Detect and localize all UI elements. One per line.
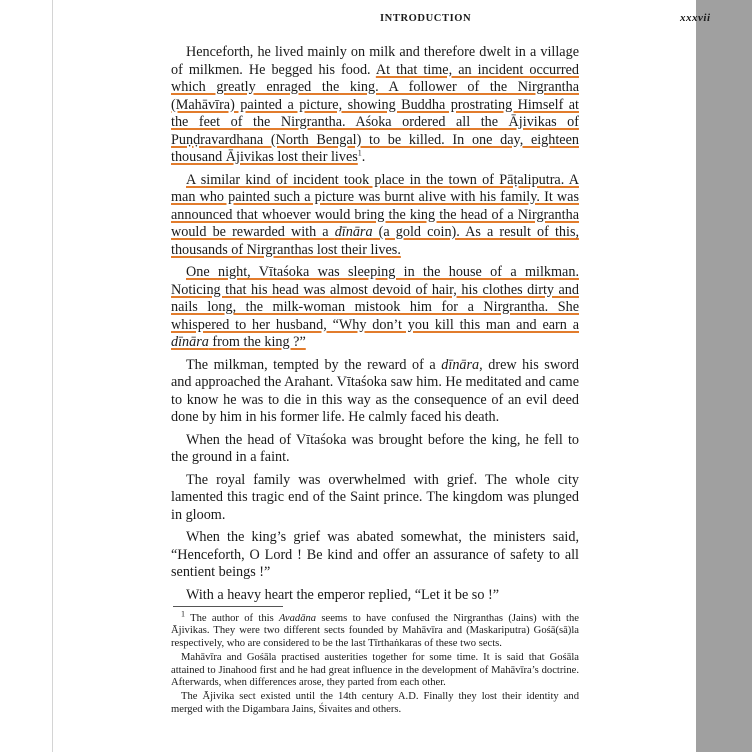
paragraph-2 <box>171 172 579 260</box>
p4-italic-term: dīnāra <box>441 356 480 373</box>
right-margin-panel <box>696 0 752 752</box>
paragraph-6: The royal family was overwhelmed with grief. The whole city lamented this tragic end of the Saint prince. The kingdom was plunged in gloom. <box>171 471 579 523</box>
footnote-1 <box>171 609 579 650</box>
footnote-2: Mahāvīra and Gośāla practised austerities together for some time. It is said that Gośāla attained to Jinahood first and he had great influence in the development of Mahāvīra’s doctrine. Afterwards, when differences arose, they parted from each other. <box>171 652 579 689</box>
main-text <box>171 44 579 609</box>
p1-plain-text: Henceforth, he lived mainly on milk and therefore dwelt in a village of milkmen. He begged his food. <box>171 44 579 78</box>
footnote-marker: 1 <box>357 148 362 158</box>
paragraph-1 <box>171 44 579 167</box>
p2-highlighted-text-a: A similar kind of incident took place in the town of Pāṭaliputra. A man who painted such a picture was burnt alive with his family. It was announced that whoever would bring the king the head of a Nirgrantha would be rewarded with a <box>171 171 579 240</box>
footnote-divider <box>173 606 283 607</box>
p3-highlighted-text-a: One night, Vītaśoka was sleeping in the house of a milkman. Noticing that his head was almost devoid of hair, his clothes dirty and nails long, the milk-woman mistook him for a Nirgrantha. She whispered to her husband, “Why don’t you kill this man and earn a <box>171 264 579 333</box>
p1-highlighted-text: At that time, an incident occurred which greatly enraged the king. A follower of the Nirgrantha (Mahāvīra) painted a picture, showing Buddha prostrating Himself at the feet of the Nirgrantha. Aśoka ordered all the Ājivikas of Puṇḍravardhana (North Bengal) to be killed. In one day, eighteen thousand Ājivikas lost their lives <box>171 61 579 165</box>
footnote-1-text-a: The author of this <box>185 613 280 624</box>
footnote-1-marker: 1 <box>181 609 185 619</box>
paragraph-5: When the head of Vītaśoka was brought before the king, he fell to the ground in a faint. <box>171 431 579 465</box>
footnote-3: The Ājivika sect existed until the 14th century A.D. Finally they lost their identity and merged with the Digambara Jains, Śivaites and others. <box>171 691 579 715</box>
p2-highlighted-text-b: (a gold coin). As a result of this, thousands of Nirgranthas lost their lives. <box>171 224 580 258</box>
footnote-1-text-b: seems to have confused the Nirgranthas (Jains) with the Ājivikas. They were two different sects founded by Mahāvīra and (Maskariputra) Gośā(sā)la respectively, who are considered to be the last Tīrthaṅkaras of these two sects. <box>171 613 579 649</box>
paragraph-8: With a heavy heart the emperor replied, “Let it be so !” <box>186 586 499 603</box>
p3-highlighted-text-b: from the king ?” <box>208 334 306 350</box>
p2-italic-term: dīnāra <box>334 224 373 240</box>
p4-text-a: The milkman, tempted by the reward of a <box>186 356 442 373</box>
p1-end: . <box>361 149 366 165</box>
paragraph-3 <box>171 264 579 352</box>
paragraph-4 <box>171 357 579 427</box>
p4-text-b: , drew his sword and approached the Arahant. Vītaśoka saw him. He meditated and came to know he was to die in this way as the consequence of an evil deed done by him in his former life. He calmly faced his death. <box>171 356 579 425</box>
running-header-title: INTRODUCTION <box>380 13 472 24</box>
footnotes <box>171 609 579 718</box>
page-number: xxxvii <box>680 12 711 24</box>
paragraph-7: When the king’s grief was abated somewhat, the ministers said, “Henceforth, O Lord ! Be kind and offer an assurance of safety to all sentient beings !” <box>171 529 579 580</box>
footnote-1-italic-term: Avadāna <box>279 613 317 624</box>
p3-italic-term: dīnāra <box>171 334 209 350</box>
left-margin <box>0 0 52 752</box>
